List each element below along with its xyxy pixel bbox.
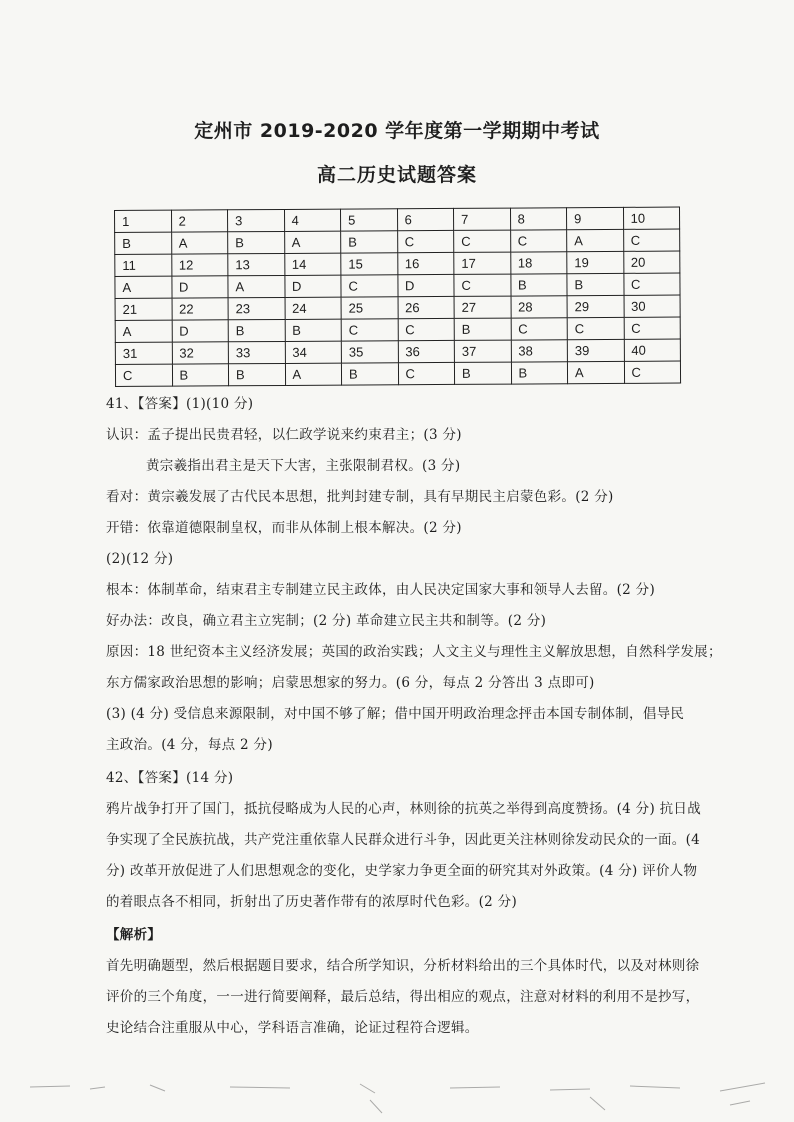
- answer-cell: B: [510, 274, 567, 296]
- answer-cell: B: [341, 363, 398, 385]
- question-number-cell: 34: [285, 341, 342, 363]
- document-title: 定州市 2019-2020 学年度第一学期期中考试: [194, 120, 600, 142]
- question-number-cell: 24: [285, 297, 342, 319]
- answer-cell: C: [398, 362, 455, 384]
- answer-cell: C: [510, 230, 567, 252]
- question-number-cell: 30: [624, 295, 681, 317]
- q41-line: 主政治。(4 分，每点 2 分): [106, 737, 273, 753]
- q41-line: 认识：孟子提出民贵君轻，以仁政学说来约束君主；(3 分): [106, 427, 462, 443]
- answer-cell: B: [228, 231, 285, 253]
- q41-line: 好办法：改良，确立君主立宪制；(2 分) 革命建立民主共和制等。(2 分): [106, 613, 547, 629]
- q42-heading: 42、【答案】(14 分): [106, 770, 234, 786]
- q41-heading: 41、【答案】(1)(10 分): [106, 396, 254, 412]
- answer-cell: A: [567, 229, 624, 251]
- q41-line: (3) (4 分) 受信息来源限制，对中国不够了解；借中国开明政治理念抨击本国专制体制，倡导民: [106, 706, 685, 722]
- question-number-cell: 11: [115, 254, 172, 276]
- answer-cell: D: [172, 320, 229, 342]
- q41-line: (2)(12 分): [106, 551, 174, 567]
- question-number-cell: 26: [398, 296, 455, 318]
- answer-cell: A: [285, 363, 342, 385]
- answer-cell: C: [341, 275, 398, 297]
- answer-cell: B: [115, 232, 172, 254]
- answer-cell: C: [511, 318, 568, 340]
- answer-cell: B: [454, 362, 511, 384]
- q42-line: 鸦片战争打开了国门，抵抗侵略成为人民的心声，林则徐的抗英之举得到高度赞扬。(4 分) 抗日战: [106, 801, 702, 817]
- question-number-cell: 2: [171, 210, 228, 232]
- answer-table: [114, 207, 681, 387]
- answer-cell: A: [115, 276, 172, 298]
- question-number-cell: 17: [454, 252, 511, 274]
- scan-noise-strip: [30, 1075, 770, 1115]
- question-number-cell: 33: [228, 341, 285, 363]
- q41-line: 原因：18 世纪资本主义经济发展；英国的政治实践；人文主义与理性主义解放思想，自然科学发展；: [106, 644, 722, 660]
- question-number-cell: 36: [398, 340, 455, 362]
- q42-line: 分) 改革开放促进了人们思想观念的变化，史学家力争更全面的研究其对外政策。(4 分) 评价人物: [106, 863, 698, 879]
- answer-cell: D: [397, 274, 454, 296]
- answer-cell: C: [624, 317, 681, 339]
- answer-cell: C: [115, 364, 172, 386]
- answer-cell: A: [115, 320, 172, 342]
- question-number-cell: 22: [172, 298, 229, 320]
- question-number-cell: 29: [567, 295, 624, 317]
- question-number-cell: 39: [567, 339, 624, 361]
- q41-line: 黄宗羲指出君主是天下大害，主张限制君权。(3 分): [146, 458, 461, 474]
- answer-cell: A: [228, 275, 285, 297]
- answer-cell: B: [228, 319, 285, 341]
- question-number-cell: 15: [341, 253, 398, 275]
- answer-cell: C: [397, 230, 454, 252]
- q41-line: 根本：体制革命，结束君主专制建立民主政体，由人民决定国家大事和领导人去留。(2 分): [106, 582, 656, 598]
- answer-cell: A: [284, 231, 341, 253]
- question-number-cell: 21: [115, 298, 172, 320]
- question-number-cell: 40: [624, 339, 681, 361]
- question-number-cell: 14: [284, 253, 341, 275]
- answer-cell: B: [341, 231, 398, 253]
- answer-cell: D: [171, 276, 228, 298]
- answer-cell: B: [285, 319, 342, 341]
- answer-cell: C: [623, 273, 680, 295]
- question-number-cell: 16: [397, 252, 454, 274]
- analysis-line: 首先明确题型，然后根据题目要求，结合所学知识，分析材料给出的三个具体时代，以及对林则徐: [106, 958, 700, 974]
- analysis-line: 史论结合注重服从中心，学科语言准确，论证过程符合逻辑。: [106, 1020, 479, 1036]
- analysis-heading: 【解析】: [106, 927, 162, 943]
- question-number-cell: 6: [397, 208, 454, 230]
- answer-row: [115, 361, 680, 386]
- question-number-cell: 27: [454, 296, 511, 318]
- question-number-cell: 37: [454, 340, 511, 362]
- answer-cell: C: [398, 318, 455, 340]
- answer-cell: B: [172, 364, 229, 386]
- answer-cell: B: [454, 318, 511, 340]
- answer-cell: B: [567, 273, 624, 295]
- question-number-cell: 9: [566, 207, 623, 229]
- answer-cell: A: [171, 232, 228, 254]
- question-number-cell: 18: [510, 252, 567, 274]
- question-number-cell: 28: [511, 296, 568, 318]
- answer-cell: A: [567, 361, 624, 383]
- question-number-cell: 32: [172, 342, 229, 364]
- question-number-cell: 35: [341, 341, 398, 363]
- question-number-cell: 5: [340, 209, 397, 231]
- answer-cell: C: [454, 274, 511, 296]
- answer-cell: C: [567, 317, 624, 339]
- question-number-cell: 31: [115, 342, 172, 364]
- question-number-cell: 10: [623, 207, 680, 229]
- question-number-cell: 8: [510, 208, 567, 230]
- question-number-cell: 25: [341, 297, 398, 319]
- answer-cell: C: [624, 361, 681, 383]
- question-number-cell: 4: [284, 209, 341, 231]
- answer-cell: D: [284, 275, 341, 297]
- question-number-cell: 38: [511, 340, 568, 362]
- answer-cell: C: [623, 229, 680, 251]
- q41-line: 开错：依靠道德限制皇权，而非从体制上根本解决。(2 分): [106, 520, 462, 536]
- analysis-line: 评价的三个角度，一一进行简要阐释，最后总结，得出相应的观点，注意对材料的利用不是抄写，: [106, 989, 700, 1005]
- document-subtitle: 高二历史试题答案: [316, 164, 477, 186]
- question-number-cell: 13: [228, 253, 285, 275]
- answer-cell: B: [228, 363, 285, 385]
- q41-line: 看对：黄宗羲发展了古代民本思想，批判封建专制，具有早期民主启蒙色彩。(2 分): [106, 489, 614, 505]
- answer-cell: B: [511, 362, 568, 384]
- question-number-cell: 20: [623, 251, 680, 273]
- q41-line: 东方儒家政治思想的影响；启蒙思想家的努力。(6 分，每点 2 分答出 3 点即可): [106, 675, 595, 691]
- answer-cell: C: [454, 230, 511, 252]
- question-number-cell: 7: [453, 208, 510, 230]
- question-number-cell: 3: [228, 209, 285, 231]
- answer-cell: C: [341, 319, 398, 341]
- question-number-cell: 19: [567, 251, 624, 273]
- question-number-cell: 23: [228, 297, 285, 319]
- question-number-cell: 1: [115, 210, 172, 232]
- q42-line: 的着眼点各不相同，折射出了历史著作带有的浓厚时代色彩。(2 分): [106, 894, 518, 910]
- q42-line: 争实现了全民族抗战，共产党注重依靠人民群众进行斗争，因此更关注林则徐发动民众的一面。(4: [106, 832, 701, 848]
- question-number-cell: 12: [171, 254, 228, 276]
